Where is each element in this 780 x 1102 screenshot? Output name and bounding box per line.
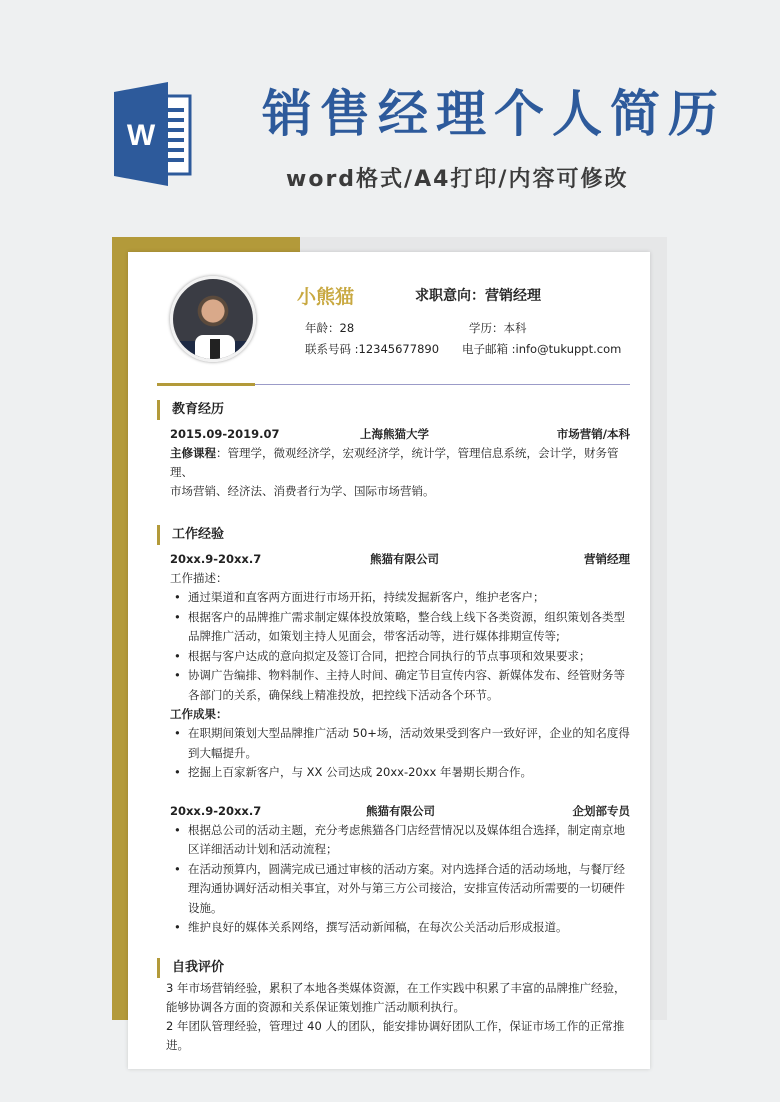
- desc-label: 工作描述：: [170, 571, 228, 585]
- list-item: • 挖掘上百家新客户，与 XX 公司达成 20xx-20xx 年暑期长期合作。: [174, 765, 533, 779]
- age: 年龄：28: [305, 321, 355, 335]
- edu-school: 上海熊猫大学: [360, 427, 429, 441]
- job-row: [170, 551, 630, 569]
- list-item: • 通过渠道和直客两方面进行市场开拓，持续发掘新客户，维护老客户；: [174, 590, 545, 604]
- list-item: • 协调广告编排、物料制作、主持人时间、确定节目宣传内容、新媒体发布、经管财务等各部门的关系，确保线上精准投放，把控线下活动各个环节。: [174, 668, 625, 702]
- edu-major: 市场营销/本科: [556, 427, 630, 441]
- results-label: 工作成果：: [170, 707, 228, 721]
- phone: 联系号码 :12345677890: [305, 342, 440, 356]
- list-item: • 根据客户的品牌推广需求制定媒体投放策略，整合线上线下各类资源，组织策划各类型品牌推广活动，如策划主持人见面会，带客活动等，进行媒体排期宣传等;: [174, 609, 625, 643]
- education-row: [170, 426, 630, 444]
- job-date: 20xx.9-20xx.7: [170, 552, 262, 566]
- education-level: 学历：本科: [469, 321, 527, 335]
- list-item: • 在活动预算内，圆满完成已通过审核的活动方案。对内选择合适的活动场地，与餐厅经理沟通协调好活动相关事宜，对外与第三方公司接洽，安排宣传活动所需要的一切硬件设施。: [174, 861, 625, 915]
- list-item: • 在职期间策划大型品牌推广活动 50+场，活动效果受到客户一致好评，企业的知名度得到大幅提升。: [174, 726, 630, 760]
- page-subtitle: word格式/A4打印/内容可修改: [286, 167, 629, 192]
- courses-cont: 市场营销、经济法、消费者行为学、国际市场营销。: [170, 484, 435, 498]
- divider-accent: [157, 383, 255, 386]
- job-date: 20xx.9-20xx.7: [170, 803, 262, 818]
- self-line: 2 年团队管理经验，管理过 40 人的团队，能安排协调好团队工作，保证市场工作的正常推进。: [166, 1018, 625, 1052]
- edu-date: 2015.09-2019.07: [170, 427, 280, 441]
- section-education-heading: 教育经历: [157, 400, 630, 420]
- job-company: 熊猫有限公司: [366, 803, 435, 818]
- job-company: 熊猫有限公司: [370, 552, 439, 566]
- job-title: 营销经理: [584, 552, 630, 566]
- job-title: 企划部专员: [572, 803, 630, 818]
- svg-text:W: W: [126, 119, 156, 152]
- self-line: 3 年市场营销经验，累积了本地各类媒体资源，在工作实践中积累了丰富的品牌推广经验，: [166, 980, 626, 995]
- section-self-heading: 自我评价: [157, 958, 630, 978]
- courses-text: ：管理学，微观经济学，宏观经济学，统计学，管理信息系统，会计学，财务管理、: [170, 446, 619, 479]
- word-icon: [114, 82, 194, 186]
- section-work-heading: 工作经验: [157, 525, 630, 545]
- candidate-name: 小熊猫: [297, 286, 355, 308]
- job-intent: 求职意向：营销经理: [415, 288, 541, 304]
- courses-label: 主修课程: [170, 446, 216, 460]
- self-line: 能够协调各方面的资源和关系保证策划推广活动顺利执行。: [166, 999, 465, 1014]
- page-title: 销售经理个人简历: [262, 85, 726, 143]
- list-item: • 根据与客户达成的意向拟定及签订合同，把控合同执行的节点事项和效果要求；: [174, 648, 591, 663]
- list-item: • 维护良好的媒体关系网络，撰写活动新闻稿，在每次公关活动后形成报道。: [174, 920, 568, 934]
- job-row: [170, 803, 630, 821]
- avatar: [170, 276, 256, 362]
- resume-page: [128, 252, 650, 1069]
- email: 电子邮箱 :info@tukuppt.com: [462, 342, 622, 356]
- courses: [170, 444, 630, 482]
- list-item: • 根据总公司的活动主题，充分考虑熊猫各门店经营情况以及媒体组合选择，制定南京地区详细活动计划和活动流程；: [174, 822, 625, 856]
